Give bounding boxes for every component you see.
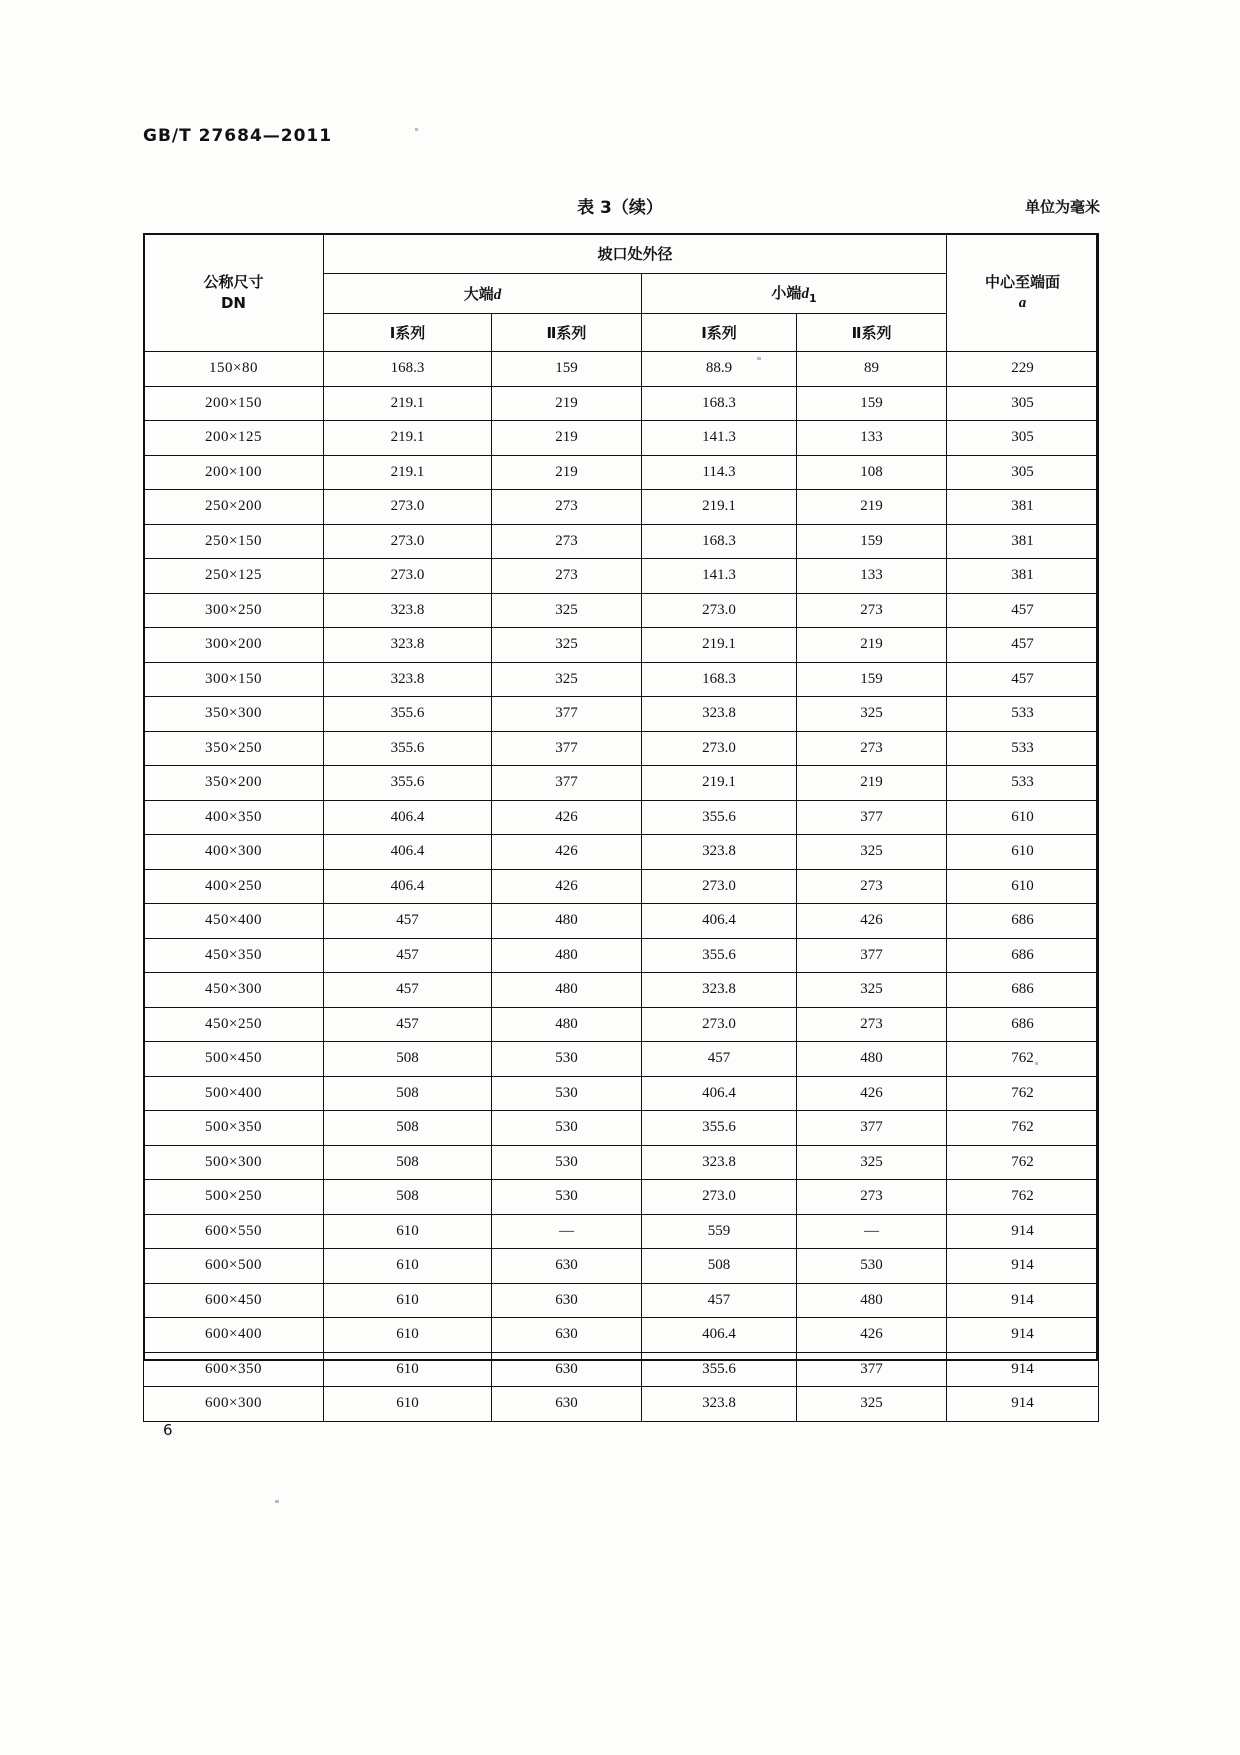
- cell-small-end-series-2: 325: [797, 697, 947, 732]
- cell-nominal-size: 400×300: [144, 835, 324, 870]
- cell-small-end-series-2: 273: [797, 593, 947, 628]
- cell-center-to-face: 533: [947, 697, 1099, 732]
- table-row: [144, 1283, 1099, 1318]
- cell-large-end-series-2: —: [492, 1214, 642, 1249]
- cell-large-end-series-1: 273.0: [324, 559, 492, 594]
- scan-speck: [757, 357, 761, 360]
- cell-large-end-series-2: 426: [492, 835, 642, 870]
- cell-center-to-face: 762: [947, 1111, 1099, 1146]
- cell-nominal-size: 600×450: [144, 1283, 324, 1318]
- header-small-end: [642, 274, 947, 314]
- cell-small-end-series-2: 273: [797, 731, 947, 766]
- cell-nominal-size: 500×400: [144, 1076, 324, 1111]
- cell-large-end-series-1: 610: [324, 1318, 492, 1353]
- table-row: [144, 1214, 1099, 1249]
- cell-small-end-series-2: 219: [797, 766, 947, 801]
- table-row: [144, 559, 1099, 594]
- cell-small-end-series-2: 273: [797, 1007, 947, 1042]
- cell-large-end-series-1: 168.3: [324, 352, 492, 387]
- cell-large-end-series-2: 273: [492, 559, 642, 594]
- cell-small-end-series-1: 219.1: [642, 766, 797, 801]
- header-large-end-series-1: Ⅰ系列: [324, 314, 492, 352]
- table-row: [144, 1352, 1099, 1387]
- cell-small-end-series-1: 141.3: [642, 421, 797, 456]
- cell-large-end-series-1: 610: [324, 1214, 492, 1249]
- cell-large-end-series-1: 610: [324, 1249, 492, 1284]
- table-row: [144, 1318, 1099, 1353]
- cell-small-end-series-1: 323.8: [642, 1387, 797, 1422]
- cell-center-to-face: 686: [947, 973, 1099, 1008]
- cell-small-end-series-2: 325: [797, 1145, 947, 1180]
- cell-nominal-size: 400×250: [144, 869, 324, 904]
- cell-large-end-series-1: 273.0: [324, 490, 492, 525]
- cell-small-end-series-2: 219: [797, 628, 947, 663]
- header-bevel-outer-diameter: 坡口处外径: [324, 234, 947, 274]
- cell-nominal-size: 450×250: [144, 1007, 324, 1042]
- cell-large-end-series-1: 355.6: [324, 731, 492, 766]
- table-caption: 表 3（续）: [577, 198, 663, 218]
- cell-center-to-face: 762: [947, 1145, 1099, 1180]
- cell-small-end-series-1: 219.1: [642, 490, 797, 525]
- cell-small-end-series-2: 219: [797, 490, 947, 525]
- header-small-end-symbol: d: [801, 286, 809, 302]
- cell-large-end-series-1: 610: [324, 1283, 492, 1318]
- cell-small-end-series-2: 325: [797, 973, 947, 1008]
- table-body: [144, 352, 1099, 1422]
- cell-nominal-size: 600×500: [144, 1249, 324, 1284]
- table-row: [144, 662, 1099, 697]
- cell-small-end-series-1: 88.9: [642, 352, 797, 387]
- cell-large-end-series-1: 508: [324, 1042, 492, 1077]
- cell-small-end-series-2: 273: [797, 869, 947, 904]
- cell-large-end-series-1: 406.4: [324, 800, 492, 835]
- cell-center-to-face: 610: [947, 800, 1099, 835]
- cell-small-end-series-1: 273.0: [642, 1180, 797, 1215]
- cell-small-end-series-2: 377: [797, 938, 947, 973]
- table-row: [144, 1145, 1099, 1180]
- cell-large-end-series-2: 630: [492, 1283, 642, 1318]
- table-row: [144, 697, 1099, 732]
- cell-large-end-series-2: 273: [492, 490, 642, 525]
- cell-small-end-series-2: —: [797, 1214, 947, 1249]
- cell-center-to-face: 914: [947, 1352, 1099, 1387]
- cell-large-end-series-2: 325: [492, 628, 642, 663]
- cell-large-end-series-1: 219.1: [324, 421, 492, 456]
- cell-large-end-series-2: 630: [492, 1352, 642, 1387]
- scan-speck: [415, 128, 418, 131]
- cell-small-end-series-1: 508: [642, 1249, 797, 1284]
- cell-center-to-face: 686: [947, 1007, 1099, 1042]
- cell-small-end-series-1: 273.0: [642, 593, 797, 628]
- cell-small-end-series-1: 323.8: [642, 1145, 797, 1180]
- cell-center-to-face: 381: [947, 559, 1099, 594]
- cell-small-end-series-1: 141.3: [642, 559, 797, 594]
- cell-large-end-series-2: 219: [492, 386, 642, 421]
- cell-small-end-series-1: 406.4: [642, 1076, 797, 1111]
- cell-large-end-series-1: 508: [324, 1111, 492, 1146]
- cell-center-to-face: 457: [947, 628, 1099, 663]
- cell-small-end-series-1: 457: [642, 1283, 797, 1318]
- cell-small-end-series-1: 168.3: [642, 662, 797, 697]
- cell-nominal-size: 600×300: [144, 1387, 324, 1422]
- cell-center-to-face: 914: [947, 1318, 1099, 1353]
- table-row: [144, 490, 1099, 525]
- cell-small-end-series-2: 133: [797, 421, 947, 456]
- cell-center-to-face: 610: [947, 869, 1099, 904]
- table-row: [144, 766, 1099, 801]
- cell-center-to-face: 457: [947, 662, 1099, 697]
- cell-large-end-series-2: 530: [492, 1145, 642, 1180]
- table-row: [144, 1180, 1099, 1215]
- cell-large-end-series-2: 219: [492, 455, 642, 490]
- table-row: [144, 1249, 1099, 1284]
- cell-center-to-face: 533: [947, 766, 1099, 801]
- table-row: [144, 835, 1099, 870]
- table-row: [144, 352, 1099, 387]
- cell-large-end-series-1: 508: [324, 1076, 492, 1111]
- cell-small-end-series-1: 323.8: [642, 835, 797, 870]
- cell-nominal-size: 500×300: [144, 1145, 324, 1180]
- header-small-end-subscript: 1: [808, 292, 817, 305]
- cell-small-end-series-1: 273.0: [642, 869, 797, 904]
- cell-center-to-face: 762: [947, 1180, 1099, 1215]
- header-large-end-label: 大端: [463, 285, 494, 303]
- cell-small-end-series-2: 377: [797, 1111, 947, 1146]
- cell-large-end-series-1: 457: [324, 938, 492, 973]
- cell-nominal-size: 600×350: [144, 1352, 324, 1387]
- cell-large-end-series-2: 159: [492, 352, 642, 387]
- dimensions-table: [143, 233, 1099, 1422]
- units-note: 单位为毫米: [1024, 198, 1100, 216]
- cell-large-end-series-1: 273.0: [324, 524, 492, 559]
- cell-small-end-series-2: 159: [797, 662, 947, 697]
- header-large-end: [324, 274, 642, 314]
- cell-nominal-size: 400×350: [144, 800, 324, 835]
- cell-small-end-series-1: 355.6: [642, 1352, 797, 1387]
- cell-large-end-series-2: 219: [492, 421, 642, 456]
- table-row: [144, 1076, 1099, 1111]
- cell-nominal-size: 250×125: [144, 559, 324, 594]
- cell-small-end-series-2: 377: [797, 800, 947, 835]
- cell-nominal-size: 500×250: [144, 1180, 324, 1215]
- cell-small-end-series-2: 273: [797, 1180, 947, 1215]
- cell-nominal-size: 150×80: [144, 352, 324, 387]
- cell-center-to-face: 381: [947, 524, 1099, 559]
- cell-large-end-series-2: 480: [492, 938, 642, 973]
- cell-small-end-series-2: 377: [797, 1352, 947, 1387]
- cell-small-end-series-2: 480: [797, 1283, 947, 1318]
- cell-large-end-series-2: 377: [492, 697, 642, 732]
- cell-small-end-series-1: 219.1: [642, 628, 797, 663]
- cell-small-end-series-2: 325: [797, 835, 947, 870]
- cell-center-to-face: 914: [947, 1249, 1099, 1284]
- cell-nominal-size: 250×200: [144, 490, 324, 525]
- cell-small-end-series-2: 133: [797, 559, 947, 594]
- cell-small-end-series-1: 406.4: [642, 1318, 797, 1353]
- cell-large-end-series-2: 426: [492, 800, 642, 835]
- cell-large-end-series-2: 630: [492, 1318, 642, 1353]
- scan-speck: [275, 1500, 279, 1503]
- table-row: [144, 421, 1099, 456]
- cell-nominal-size: 200×150: [144, 386, 324, 421]
- table-row: [144, 524, 1099, 559]
- header-center-to-face-line2: a: [1018, 294, 1027, 311]
- cell-small-end-series-2: 89: [797, 352, 947, 387]
- cell-large-end-series-2: 530: [492, 1076, 642, 1111]
- cell-large-end-series-2: 377: [492, 766, 642, 801]
- table-row: [144, 904, 1099, 939]
- cell-nominal-size: 200×100: [144, 455, 324, 490]
- header-center-to-face: [947, 234, 1099, 352]
- cell-small-end-series-1: 406.4: [642, 904, 797, 939]
- cell-large-end-series-2: 480: [492, 973, 642, 1008]
- header-nominal-size-line2: DN: [220, 293, 246, 312]
- cell-large-end-series-2: 480: [492, 904, 642, 939]
- table-row: [144, 386, 1099, 421]
- cell-small-end-series-2: 530: [797, 1249, 947, 1284]
- cell-small-end-series-1: 457: [642, 1042, 797, 1077]
- cell-center-to-face: 914: [947, 1283, 1099, 1318]
- header-large-end-series-2: Ⅱ系列: [492, 314, 642, 352]
- cell-large-end-series-1: 323.8: [324, 662, 492, 697]
- cell-large-end-series-1: 508: [324, 1145, 492, 1180]
- cell-nominal-size: 600×550: [144, 1214, 324, 1249]
- table-row: [144, 731, 1099, 766]
- cell-small-end-series-1: 114.3: [642, 455, 797, 490]
- cell-center-to-face: 305: [947, 386, 1099, 421]
- cell-large-end-series-2: 480: [492, 1007, 642, 1042]
- cell-large-end-series-1: 406.4: [324, 869, 492, 904]
- cell-small-end-series-2: 325: [797, 1387, 947, 1422]
- cell-large-end-series-1: 610: [324, 1352, 492, 1387]
- cell-nominal-size: 300×150: [144, 662, 324, 697]
- cell-center-to-face: 686: [947, 904, 1099, 939]
- cell-small-end-series-2: 159: [797, 524, 947, 559]
- cell-large-end-series-1: 457: [324, 1007, 492, 1042]
- page-number: 6: [163, 1421, 173, 1439]
- cell-small-end-series-1: 323.8: [642, 697, 797, 732]
- cell-large-end-series-1: 323.8: [324, 628, 492, 663]
- cell-small-end-series-2: 426: [797, 1318, 947, 1353]
- cell-center-to-face: 610: [947, 835, 1099, 870]
- cell-large-end-series-2: 530: [492, 1180, 642, 1215]
- cell-small-end-series-1: 355.6: [642, 938, 797, 973]
- cell-center-to-face: 305: [947, 455, 1099, 490]
- cell-large-end-series-1: 219.1: [324, 386, 492, 421]
- cell-nominal-size: 500×350: [144, 1111, 324, 1146]
- cell-center-to-face: 762: [947, 1076, 1099, 1111]
- cell-small-end-series-1: 559: [642, 1214, 797, 1249]
- header-small-end-series-2: Ⅱ系列: [797, 314, 947, 352]
- standard-code-header: GB/T 27684—2011: [143, 126, 333, 146]
- cell-nominal-size: 500×450: [144, 1042, 324, 1077]
- cell-small-end-series-2: 426: [797, 904, 947, 939]
- cell-large-end-series-2: 530: [492, 1111, 642, 1146]
- header-large-end-symbol: d: [493, 287, 502, 303]
- cell-center-to-face: 686: [947, 938, 1099, 973]
- cell-nominal-size: 450×300: [144, 973, 324, 1008]
- cell-small-end-series-1: 355.6: [642, 1111, 797, 1146]
- cell-large-end-series-2: 325: [492, 662, 642, 697]
- cell-center-to-face: 457: [947, 593, 1099, 628]
- header-nominal-size: [144, 234, 324, 352]
- cell-large-end-series-1: 508: [324, 1180, 492, 1215]
- table-row: [144, 1007, 1099, 1042]
- cell-small-end-series-1: 168.3: [642, 386, 797, 421]
- scan-speck: [1035, 1062, 1038, 1065]
- cell-nominal-size: 350×300: [144, 697, 324, 732]
- cell-small-end-series-1: 323.8: [642, 973, 797, 1008]
- table-row: [144, 1111, 1099, 1146]
- cell-nominal-size: 200×125: [144, 421, 324, 456]
- table-row: [144, 973, 1099, 1008]
- table-row: [144, 869, 1099, 904]
- cell-small-end-series-1: 273.0: [642, 1007, 797, 1042]
- cell-center-to-face: 229: [947, 352, 1099, 387]
- cell-nominal-size: 300×250: [144, 593, 324, 628]
- cell-large-end-series-2: 630: [492, 1387, 642, 1422]
- cell-large-end-series-1: 323.8: [324, 593, 492, 628]
- table-row: [144, 628, 1099, 663]
- table-row: [144, 593, 1099, 628]
- cell-large-end-series-1: 219.1: [324, 455, 492, 490]
- cell-small-end-series-2: 426: [797, 1076, 947, 1111]
- cell-nominal-size: 450×400: [144, 904, 324, 939]
- cell-center-to-face: 381: [947, 490, 1099, 525]
- header-small-end-series-1: Ⅰ系列: [642, 314, 797, 352]
- cell-nominal-size: 450×350: [144, 938, 324, 973]
- cell-small-end-series-2: 480: [797, 1042, 947, 1077]
- cell-large-end-series-2: 426: [492, 869, 642, 904]
- header-small-end-label: 小端: [771, 284, 802, 302]
- cell-large-end-series-1: 406.4: [324, 835, 492, 870]
- cell-small-end-series-1: 273.0: [642, 731, 797, 766]
- table-header: [144, 234, 1099, 352]
- cell-nominal-size: 300×200: [144, 628, 324, 663]
- cell-large-end-series-2: 530: [492, 1042, 642, 1077]
- cell-nominal-size: 250×150: [144, 524, 324, 559]
- table-row: [144, 455, 1099, 490]
- cell-nominal-size: 600×400: [144, 1318, 324, 1353]
- cell-center-to-face: 305: [947, 421, 1099, 456]
- cell-large-end-series-1: 457: [324, 973, 492, 1008]
- table-row: [144, 938, 1099, 973]
- cell-nominal-size: 350×250: [144, 731, 324, 766]
- cell-large-end-series-1: 457: [324, 904, 492, 939]
- cell-center-to-face: 914: [947, 1214, 1099, 1249]
- cell-small-end-series-2: 159: [797, 386, 947, 421]
- cell-small-end-series-1: 355.6: [642, 800, 797, 835]
- header-nominal-size-line1: 公称尺寸: [203, 273, 264, 292]
- table-row: [144, 1387, 1099, 1422]
- cell-center-to-face: 533: [947, 731, 1099, 766]
- cell-center-to-face: 762: [947, 1042, 1099, 1077]
- cell-large-end-series-1: 355.6: [324, 697, 492, 732]
- cell-large-end-series-2: 377: [492, 731, 642, 766]
- cell-large-end-series-2: 325: [492, 593, 642, 628]
- cell-large-end-series-2: 630: [492, 1249, 642, 1284]
- cell-large-end-series-2: 273: [492, 524, 642, 559]
- cell-small-end-series-2: 108: [797, 455, 947, 490]
- cell-nominal-size: 350×200: [144, 766, 324, 801]
- cell-small-end-series-1: 168.3: [642, 524, 797, 559]
- table-row: [144, 1042, 1099, 1077]
- header-center-to-face-line1: 中心至端面: [985, 273, 1061, 292]
- cell-large-end-series-1: 610: [324, 1387, 492, 1422]
- cell-center-to-face: 914: [947, 1387, 1099, 1422]
- table-row: [144, 800, 1099, 835]
- cell-large-end-series-1: 355.6: [324, 766, 492, 801]
